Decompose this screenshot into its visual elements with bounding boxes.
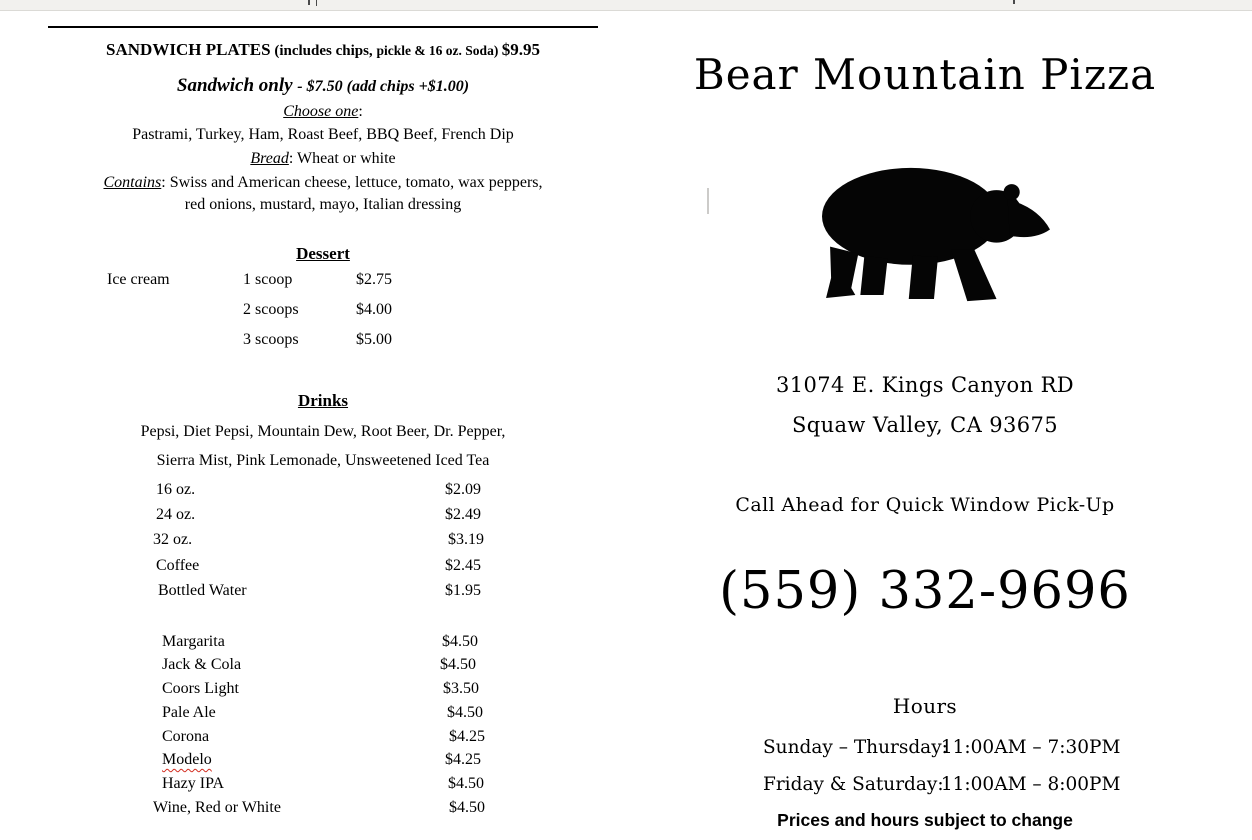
bread-options: : Wheat or white: [288, 150, 396, 167]
drink-size-name: 16 oz.: [156, 481, 196, 498]
sandwich-plates-subtitle-small: pickle & 16 oz. Soda): [376, 43, 502, 58]
choose-one-colon: :: [358, 103, 363, 120]
alcohol-row: [48, 775, 598, 795]
drink-size-name: 24 oz.: [156, 506, 196, 523]
alcohol-price: $4.50: [448, 775, 484, 792]
alcohol-row: [48, 656, 598, 676]
bread-line: [48, 150, 598, 168]
alcohol-row: [48, 751, 598, 771]
alcohol-price: $4.25: [445, 751, 481, 768]
dessert-qty: 1 scoop: [243, 271, 293, 288]
clipped-text-fragment: [316, 0, 317, 6]
bread-label: Bread: [250, 150, 289, 167]
alcohol-price: $4.50: [447, 704, 483, 721]
alcohol-row: [48, 728, 598, 748]
hours-row: [763, 774, 1123, 798]
alcohol-price: $4.25: [449, 728, 485, 745]
drink-size-price: $3.19: [448, 531, 484, 548]
contains-label: Contains: [103, 174, 162, 191]
drink-size-price: $2.49: [445, 506, 481, 523]
sandwich-only-price: - $7.50 (add chips +$1.00): [297, 78, 470, 95]
sandwich-plates-subtitle: (includes chips,: [270, 43, 377, 59]
alcohol-name: Wine, Red or White: [153, 799, 281, 816]
dessert-item: Ice cream: [107, 271, 170, 288]
contains-line-2: red onions, mustard, mayo, Italian dressing: [184, 196, 462, 213]
alcohol-price: $4.50: [440, 656, 476, 673]
clipped-text-fragment: [308, 0, 310, 5]
dessert-qty: 3 scoops: [243, 331, 299, 348]
section-divider-rule: [48, 26, 598, 28]
alcohol-price: $4.50: [442, 633, 478, 650]
address-line-1: 31074 E. Kings Canyon RD: [775, 373, 1075, 397]
contains-line-1: [48, 174, 598, 192]
sandwich-plates-price: $9.95: [501, 40, 540, 59]
choose-one-line: [48, 103, 598, 121]
alcohol-name: Hazy IPA: [162, 775, 225, 792]
alcohol-name: Jack & Cola: [162, 656, 242, 673]
clipped-ui-strip: [0, 0, 1252, 11]
alcohol-name: Coors Light: [162, 680, 239, 697]
alcohol-name: Margarita: [162, 633, 225, 650]
bear-logo: [820, 160, 1052, 308]
dessert-row: [48, 331, 598, 351]
meat-options-line: Pastrami, Turkey, Ham, Roast Beef, BBQ Beef, French Dip: [132, 126, 514, 143]
choose-one-label: Choose one: [283, 103, 359, 120]
drink-size-name: Bottled Water: [158, 582, 247, 599]
sandwich-plates-title: SANDWICH PLATES: [106, 40, 271, 59]
restaurant-title: Bear Mountain Pizza: [693, 50, 1157, 99]
drink-size-price: $2.45: [445, 557, 481, 574]
alcohol-name-misspelled: Modelo: [162, 751, 212, 768]
alcohol-row: [48, 633, 598, 653]
drink-size-name: Coffee: [156, 557, 200, 574]
dessert-qty: 2 scoops: [243, 301, 299, 318]
dessert-price: $5.00: [356, 331, 392, 348]
hours-row: [763, 737, 1123, 761]
contains-items-1: : Swiss and American cheese, lettuce, tomato, wax peppers,: [161, 174, 543, 191]
sandwich-only-line: [48, 75, 598, 97]
hours-days: Friday & Saturday:: [763, 774, 944, 795]
dessert-price: $2.75: [356, 271, 392, 288]
alcohol-row: [48, 799, 598, 819]
drink-size-price: $2.09: [445, 481, 481, 498]
drinks-heading: Drinks: [297, 391, 349, 410]
drink-size-price: $1.95: [445, 582, 481, 599]
alcohol-name: Corona: [162, 728, 210, 745]
drink-size-row: [48, 557, 598, 577]
hours-heading: Hours: [892, 694, 958, 718]
price-disclaimer: Prices and hours subject to change: [777, 810, 1073, 830]
dessert-row: [48, 271, 598, 291]
dessert-heading: Dessert: [296, 244, 350, 263]
drink-flavors-line-1: Pepsi, Diet Pepsi, Mountain Dew, Root Beer, Dr. Pepper,: [140, 423, 506, 440]
sandwich-only-label: Sandwich only: [176, 75, 298, 96]
call-ahead-note: Call Ahead for Quick Window Pick-Up: [735, 494, 1115, 516]
drink-size-name: 32 oz.: [153, 531, 193, 548]
drink-flavors-line-2: Sierra Mist, Pink Lemonade, Unsweetened Iced Tea: [156, 452, 490, 469]
alcohol-price: $3.50: [443, 680, 479, 697]
hours-days: Sunday – Thursday:: [763, 737, 948, 758]
black-bear-silhouette-icon: [820, 160, 1052, 308]
drink-size-row: [48, 506, 598, 526]
address-line-2: Squaw Valley, CA 93675: [791, 413, 1059, 437]
drink-size-row: [48, 582, 598, 602]
alcohol-row: [48, 680, 598, 700]
hours-time: 11:00AM – 7:30PM: [940, 737, 1121, 758]
alcohol-price: $4.50: [449, 799, 485, 816]
column-boundary-line: [707, 188, 709, 214]
hours-time: 11:00AM – 8:00PM: [940, 774, 1121, 795]
clipped-text-fragment: [1013, 0, 1015, 4]
dessert-row: [48, 301, 598, 321]
drink-size-row: [48, 481, 598, 501]
sandwich-plates-heading: [48, 40, 598, 60]
drink-size-row: [48, 531, 598, 551]
phone-number: (559) 332-9696: [719, 562, 1131, 621]
dessert-price: $4.00: [356, 301, 392, 318]
alcohol-row: [48, 704, 598, 724]
alcohol-name: Pale Ale: [162, 704, 216, 721]
